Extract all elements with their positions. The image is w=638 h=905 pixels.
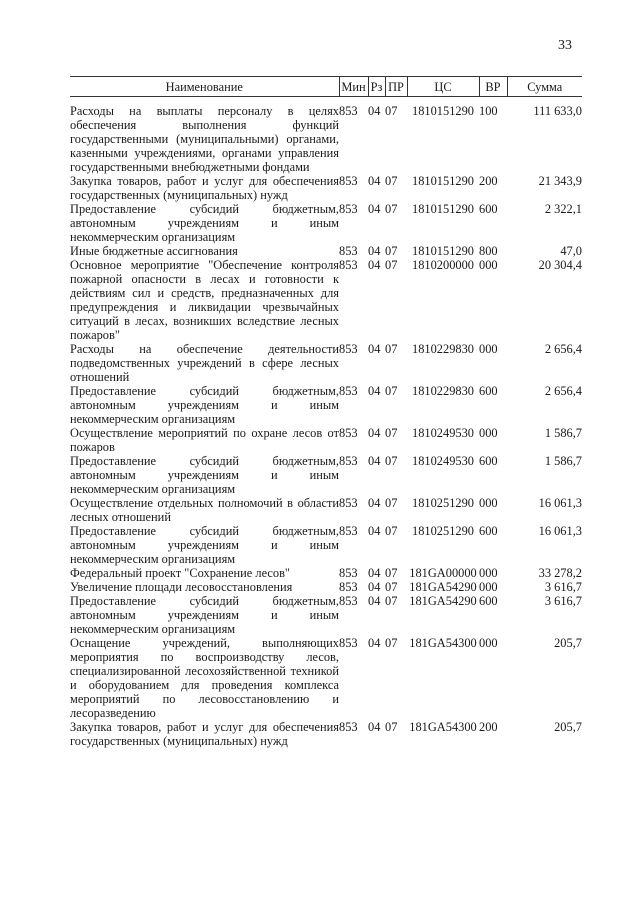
cell-cs: 181GA00000 (409, 566, 477, 580)
table-row (70, 496, 582, 524)
cell-name: Оснащение учреждений, выполняющих мероприятия по воспроизводству лесов, специализированной лесохозяйственной техникой и оборудованием для проведения комплекса мероприятий по лесовосстановлению и лесоразведению (70, 636, 339, 720)
cell-cs: 181GA54300 (409, 636, 477, 650)
cell-sum: 3 616,7 (544, 594, 582, 608)
header-cs: ЦС (407, 77, 479, 97)
cell-cs: 1810229830 (412, 384, 474, 398)
cell-name: Расходы на обеспечение деятельности подведомственных учреждений в сфере лесных отношений (70, 342, 339, 384)
cell-pr: 07 (385, 496, 398, 510)
header-pr: ПР (385, 77, 407, 97)
cell-rz: 04 (368, 426, 381, 440)
cell-name: Предоставление субсидий бюджетным, автономным учреждениям и иным некоммерческим организациям (70, 594, 339, 636)
cell-min: 853 (339, 342, 358, 356)
cell-rz: 04 (368, 566, 381, 580)
cell-rz: 04 (368, 580, 381, 594)
cell-vr: 200 (479, 720, 498, 734)
cell-sum: 16 061,3 (538, 496, 582, 510)
page-number: 33 (558, 38, 572, 53)
cell-sum: 47,0 (560, 244, 582, 258)
cell-pr: 07 (385, 384, 398, 398)
table-body (70, 97, 582, 749)
cell-name: Осуществление отдельных полномочий в области лесных отношений (70, 496, 339, 524)
cell-rz: 04 (368, 174, 381, 188)
table-row (70, 566, 582, 580)
cell-sum: 3 616,7 (544, 580, 582, 594)
cell-vr: 600 (479, 384, 498, 398)
cell-vr: 000 (479, 426, 498, 440)
cell-name: Предоставление субсидий бюджетным, автономным учреждениям и иным некоммерческим организациям (70, 524, 339, 566)
cell-sum: 21 343,9 (538, 174, 582, 188)
cell-min: 853 (339, 580, 358, 594)
table-row (70, 258, 582, 342)
cell-vr: 600 (479, 594, 498, 608)
table-row (70, 202, 582, 244)
cell-rz: 04 (368, 384, 381, 398)
cell-vr: 600 (479, 202, 498, 216)
cell-vr: 600 (479, 454, 498, 468)
cell-cs: 1810151290 (412, 174, 474, 188)
cell-rz: 04 (368, 104, 381, 118)
cell-pr: 07 (385, 636, 398, 650)
header-vr: ВР (479, 77, 507, 97)
cell-min: 853 (339, 454, 358, 468)
cell-name: Иные бюджетные ассигнования (70, 244, 238, 258)
cell-name: Увеличение площади лесовосстановления (70, 580, 293, 594)
cell-rz: 04 (368, 342, 381, 356)
table-row (70, 384, 582, 426)
cell-pr: 07 (385, 104, 398, 118)
cell-sum: 2 656,4 (544, 342, 582, 356)
cell-cs: 1810151290 (412, 202, 474, 216)
cell-min: 853 (339, 174, 358, 188)
cell-pr: 07 (385, 580, 398, 594)
cell-pr: 07 (385, 202, 398, 216)
cell-name: Предоставление субсидий бюджетным, автономным учреждениям и иным некоммерческим организациям (70, 202, 339, 244)
cell-rz: 04 (368, 524, 381, 538)
cell-name: Предоставление субсидий бюджетным, автономным учреждениям и иным некоммерческим организациям (70, 384, 339, 426)
cell-min: 853 (339, 496, 358, 510)
table-row (70, 636, 582, 720)
cell-cs: 1810249530 (412, 426, 474, 440)
table-row (70, 594, 582, 636)
cell-sum: 1 586,7 (544, 454, 582, 468)
cell-min: 853 (339, 636, 358, 650)
cell-cs: 1810151290 (412, 244, 474, 258)
cell-min: 853 (339, 720, 358, 734)
cell-cs: 1810251290 (412, 496, 474, 510)
cell-min: 853 (339, 258, 358, 272)
cell-rz: 04 (368, 244, 381, 258)
cell-sum: 2 322,1 (544, 202, 582, 216)
table-row (70, 342, 582, 384)
header-rz: Рз (368, 77, 385, 97)
cell-pr: 07 (385, 426, 398, 440)
cell-sum: 205,7 (554, 636, 582, 650)
cell-pr: 07 (385, 594, 398, 608)
cell-sum: 1 586,7 (544, 426, 582, 440)
cell-name: Закупка товаров, работ и услуг для обеспечения государственных (муниципальных) нужд (70, 720, 339, 748)
cell-pr: 07 (385, 720, 398, 734)
header-min: Мин (339, 77, 368, 97)
cell-min: 853 (339, 426, 358, 440)
cell-vr: 000 (479, 258, 498, 272)
cell-sum: 20 304,4 (538, 258, 582, 272)
cell-cs: 1810249530 (412, 454, 474, 468)
cell-pr: 07 (385, 454, 398, 468)
cell-rz: 04 (368, 636, 381, 650)
cell-vr: 600 (479, 524, 498, 538)
table-header-row (70, 77, 582, 97)
cell-rz: 04 (368, 496, 381, 510)
cell-sum: 205,7 (554, 720, 582, 734)
cell-min: 853 (339, 384, 358, 398)
table-row (70, 97, 582, 175)
cell-min: 853 (339, 594, 358, 608)
cell-min: 853 (339, 524, 358, 538)
cell-vr: 200 (479, 174, 498, 188)
cell-pr: 07 (385, 258, 398, 272)
cell-rz: 04 (368, 202, 381, 216)
cell-min: 853 (339, 566, 358, 580)
cell-name: Основное мероприятие "Обеспечение контроля пожарной опасности в лесах и готовности к действиям сил и средств, предназначенных для предупреждения и ликвидации чрезвычайных ситуаций в лесах, возникших вследствие лесных пожаров" (70, 258, 339, 342)
cell-cs: 181GA54300 (409, 720, 477, 734)
header-name: Наименование (70, 77, 339, 97)
header-sum: Сумма (507, 77, 582, 97)
table-row (70, 720, 582, 748)
cell-name: Осуществление мероприятий по охране лесов от пожаров (70, 426, 339, 454)
cell-vr: 100 (479, 104, 498, 118)
cell-rz: 04 (368, 594, 381, 608)
cell-min: 853 (339, 202, 358, 216)
cell-vr: 800 (479, 244, 498, 258)
cell-pr: 07 (385, 174, 398, 188)
cell-name: Закупка товаров, работ и услуг для обеспечения государственных (муниципальных) нужд (70, 174, 339, 202)
cell-vr: 000 (479, 636, 498, 650)
cell-sum: 111 633,0 (533, 104, 582, 118)
cell-pr: 07 (385, 342, 398, 356)
cell-sum: 16 061,3 (538, 524, 582, 538)
cell-rz: 04 (368, 258, 381, 272)
cell-rz: 04 (368, 454, 381, 468)
cell-sum: 2 656,4 (544, 384, 582, 398)
cell-cs: 1810151290 (412, 104, 474, 118)
cell-cs: 181GA54290 (409, 594, 477, 608)
table-row (70, 580, 582, 594)
cell-min: 853 (339, 104, 358, 118)
cell-name: Федеральный проект "Сохранение лесов" (70, 566, 290, 580)
cell-vr: 000 (479, 580, 498, 594)
cell-vr: 000 (479, 496, 498, 510)
cell-cs: 181GA54290 (409, 580, 477, 594)
table-row (70, 244, 582, 258)
table-row (70, 426, 582, 454)
cell-name: Расходы на выплаты персоналу в целях обеспечения выполнения функций государственными (муниципальными) органами, казенными учреждениями, органами управления государственными внебюджетными фондами (70, 104, 339, 174)
cell-name: Предоставление субсидий бюджетным, автономным учреждениям и иным некоммерческим организациям (70, 454, 339, 496)
budget-table-container (70, 76, 582, 748)
cell-pr: 07 (385, 566, 398, 580)
cell-vr: 000 (479, 342, 498, 356)
cell-vr: 000 (479, 566, 498, 580)
budget-table (70, 76, 582, 748)
cell-sum: 33 278,2 (538, 566, 582, 580)
table-row (70, 454, 582, 496)
table-row (70, 174, 582, 202)
cell-min: 853 (339, 244, 358, 258)
cell-pr: 07 (385, 524, 398, 538)
cell-cs: 1810251290 (412, 524, 474, 538)
cell-cs: 1810229830 (412, 342, 474, 356)
table-row (70, 524, 582, 566)
cell-cs: 1810200000 (412, 258, 474, 272)
cell-rz: 04 (368, 720, 381, 734)
cell-pr: 07 (385, 244, 398, 258)
